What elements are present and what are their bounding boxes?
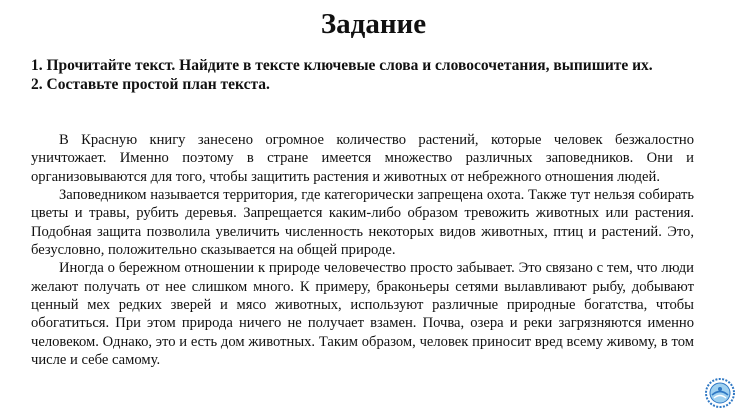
task-item-1: 1. Прочитайте текст. Найдите в тексте ключевые слова и словосочетания, выпишите их. bbox=[31, 57, 653, 74]
reading-text bbox=[31, 131, 694, 369]
emblem-icon bbox=[705, 378, 735, 408]
page-title: Задание bbox=[320, 8, 427, 40]
paragraph-2: Заповедником называется территория, где категорически запрещена охота. Также тут нельзя собирать цветы и травы, рубить деревья. Запрещается каким-либо образом тревожить животных или растения. Подобная защита позволила увеличить численность некоторых видов животных, птиц и растений. Это, безусловно, положительно сказывается на общей природе. bbox=[31, 187, 694, 259]
task-list bbox=[31, 56, 721, 94]
paragraph-3: Иногда о бережном отношении к природе человечество просто забывает. Это связано с тем, что люди желают получать от нее слишком много. К примеру, браконьеры сетями вылавливают рыбу, добывают ценный мех редких зверей и мясо животных, используют различные природные богатства, чтобы обогатиться. При этом природа ничего не получает взамен. Почва, озера и реки загрязняются именно человеком. Однако, это и есть дом животных. Таким образом, человек приносит вред всему живому, в том числе и себе самому. bbox=[31, 260, 694, 369]
task-item-2: 2. Составьте простой план текста. bbox=[31, 76, 270, 93]
paragraph-1: В Красную книгу занесено огромное количество растений, которые человек безжалостно уничтожает. Именно поэтому в стране имеется множество различных заповедников. Они и организовываются для того, чтобы защитить растения и животных от небрежного отношения людей. bbox=[31, 132, 694, 185]
